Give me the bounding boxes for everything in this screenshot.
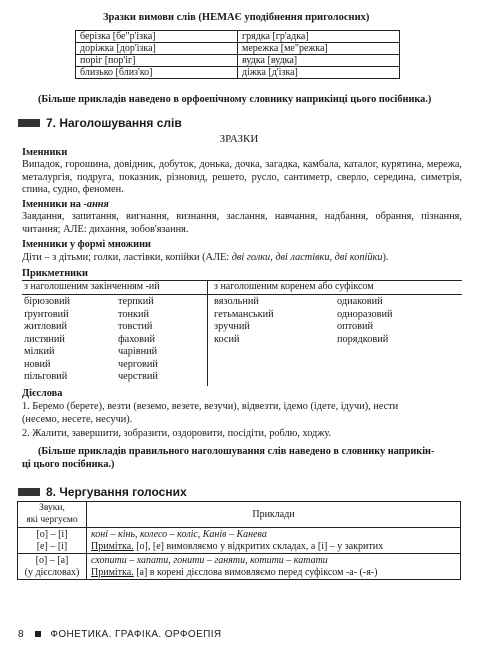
list-item: тонкий [118, 308, 150, 320]
list-item: косий [214, 333, 240, 345]
table-row [18, 528, 461, 554]
list-item: зручний [214, 321, 250, 332]
list-item: порядковий [337, 333, 389, 345]
table-cell: грядка [гр'адка] [238, 31, 400, 43]
table-cell: доріжка [дор'ізка] [76, 43, 238, 55]
list-item: новий [24, 358, 51, 370]
stress-dictionary-note: (Більше прикладів правильного наголошування слів наведено в словнику наприкін- [38, 446, 435, 457]
plural-text-main: Діти – з дітьми; голки, ластівки, копійки (АЛЕ: [22, 252, 230, 263]
section-7-heading [18, 114, 182, 132]
list-item: чарівний [118, 346, 158, 357]
table-header-row [18, 502, 461, 528]
list-item: одноразовий [337, 308, 393, 320]
footer-title: ФОНЕТИКА. ГРАФІКА. ОРФОЕПІЯ [50, 629, 222, 640]
adjectives-label: Прикметники [22, 268, 88, 279]
table-row [76, 43, 400, 55]
plural-text-end: ). [382, 252, 389, 263]
adjectives-list-2 [118, 296, 158, 384]
bullet-icon [35, 631, 41, 637]
list-item: бірюзовий [24, 296, 70, 307]
sound-pair: [о] – [і] [36, 529, 68, 540]
list-item: черговий [118, 358, 158, 370]
list-item: житловий [24, 321, 68, 332]
list-item: фаховий [118, 333, 156, 345]
table-cell: берізка [бе"р'ізка] [76, 31, 238, 43]
verbs-label: Дієслова [22, 388, 63, 399]
section-8-heading [18, 483, 187, 501]
nouns-text: Випадок, горошина, довідник, добуток, донька, дочка, загадка, камбала, каталог, курятина, мережа, металургія, подруга, показник, різновид, решето, русло, сантиметр, сверло, середина, симетрія, спина, судно, феномен. [22, 159, 462, 196]
list-item: вязольний [214, 296, 259, 307]
table-row [76, 55, 400, 67]
table-row [76, 31, 400, 43]
list-item: товстий [118, 321, 153, 332]
example-text: коні – кінь, колесо – коліс, Канів – Канева [91, 529, 267, 540]
adjectives-col1-header: з наголошеним закінченням -ий [24, 281, 160, 292]
table-cell: поріг [пор'іг] [76, 55, 238, 67]
table-cell: діжка [д'ізка] [238, 67, 400, 79]
example-table-title: Зразки вимови слів (НЕМАЄ уподібнення приголосних) [103, 12, 370, 23]
example-text: схопити – хапати, гонити – ганяти, котити – катати [91, 555, 328, 566]
nouns-anna-text: Завдання, запитання, вигнання, визнання, заслання, навчання, надбання, обрання, пізнання, читання; АЛЕ: дихання, зобов'язання. [22, 211, 462, 235]
list-item: ґрунтовий [24, 308, 69, 320]
adjectives-list-3 [214, 296, 274, 346]
sounds-cell [18, 554, 87, 580]
list-item: черствий [118, 371, 158, 382]
sound-pair: [е] – [і] [36, 540, 68, 552]
adjectives-divider [207, 280, 208, 386]
examples-cell [87, 554, 461, 580]
note-line [91, 541, 456, 553]
section-marker-icon [18, 488, 40, 496]
examples-column-header: Приклади [87, 502, 461, 528]
section-title: 7. Наголошування слів [46, 116, 182, 130]
nouns-label: Іменники [22, 147, 68, 158]
sounds-column-header [18, 502, 87, 528]
note-label: Примітка. [91, 540, 134, 552]
plural-text [22, 252, 464, 265]
note-label: Примітка. [91, 566, 134, 578]
verbs-line-2: 2. Жалити, завершити, зобразити, оздоровити, посідіти, роблю, ходжу. [22, 428, 332, 439]
list-item: одиаковий [337, 296, 383, 307]
voicing-examples-table [75, 30, 400, 79]
table-cell: близько [близ'ко] [76, 67, 238, 79]
list-item: мілкий [24, 346, 55, 357]
sound-pair: [о] – [а] [35, 555, 69, 566]
sounds-header-line: Звуки, [39, 503, 65, 513]
table-row [76, 67, 400, 79]
vowel-alternation-table [17, 501, 461, 580]
nouns-anna-label [22, 199, 109, 210]
samples-heading: ЗРАЗКИ [219, 133, 259, 145]
dictionary-note: (Більше прикладів наведено в орфоепічному словнику наприкінці цього посібника.) [38, 94, 432, 105]
section-marker-icon [18, 119, 40, 127]
table-row [18, 554, 461, 580]
stress-dictionary-note-cont: ці цього посібника.) [22, 459, 115, 470]
sounds-cell [18, 528, 87, 554]
table-cell: вудка [вудка] [238, 55, 400, 67]
adjectives-list-4 [337, 296, 393, 346]
list-item: пільговий [24, 371, 68, 382]
sounds-header-line: які чергуємо [26, 514, 78, 525]
note-text: [а] в корені дієслова вимовляємо перед суфіксом -а- (-я-) [136, 566, 378, 578]
note-text: [о], [е] вимовляємо у відкритих складах, а [і] – у закритих [136, 540, 384, 552]
plural-label: Іменники у формі множини [22, 239, 151, 250]
section-title: 8. Чергування голосних [46, 485, 187, 499]
adjectives-col2-header: з наголошеним коренем або суфіксом [214, 281, 374, 292]
verbs-line-1: 1. Беремо (берете), везти (веземо, везете, везучи), відвезти, ідемо (ідете, ідучи), нести [22, 401, 399, 412]
table-cell: мережка [ме"режка] [238, 43, 400, 55]
sound-context: (у дієсловах) [24, 566, 80, 578]
verbs-line-1-cont: (несемо, несете, несучи). [22, 414, 133, 425]
examples-cell [87, 528, 461, 554]
page-number: 8 [18, 629, 24, 640]
list-item: листяний [24, 333, 65, 345]
list-item: оптовий [337, 321, 374, 332]
note-line [91, 567, 456, 579]
nouns-anna-label-text: Іменники на [22, 199, 81, 210]
list-item: гетьманський [214, 308, 274, 320]
nouns-anna-suffix: -ання [83, 199, 109, 210]
list-item: терпкий [118, 296, 154, 307]
page-footer [18, 629, 222, 640]
adjectives-list-1 [24, 296, 70, 384]
plural-text-exception: дві голки, дві ластівки, дві копійки [231, 252, 383, 263]
